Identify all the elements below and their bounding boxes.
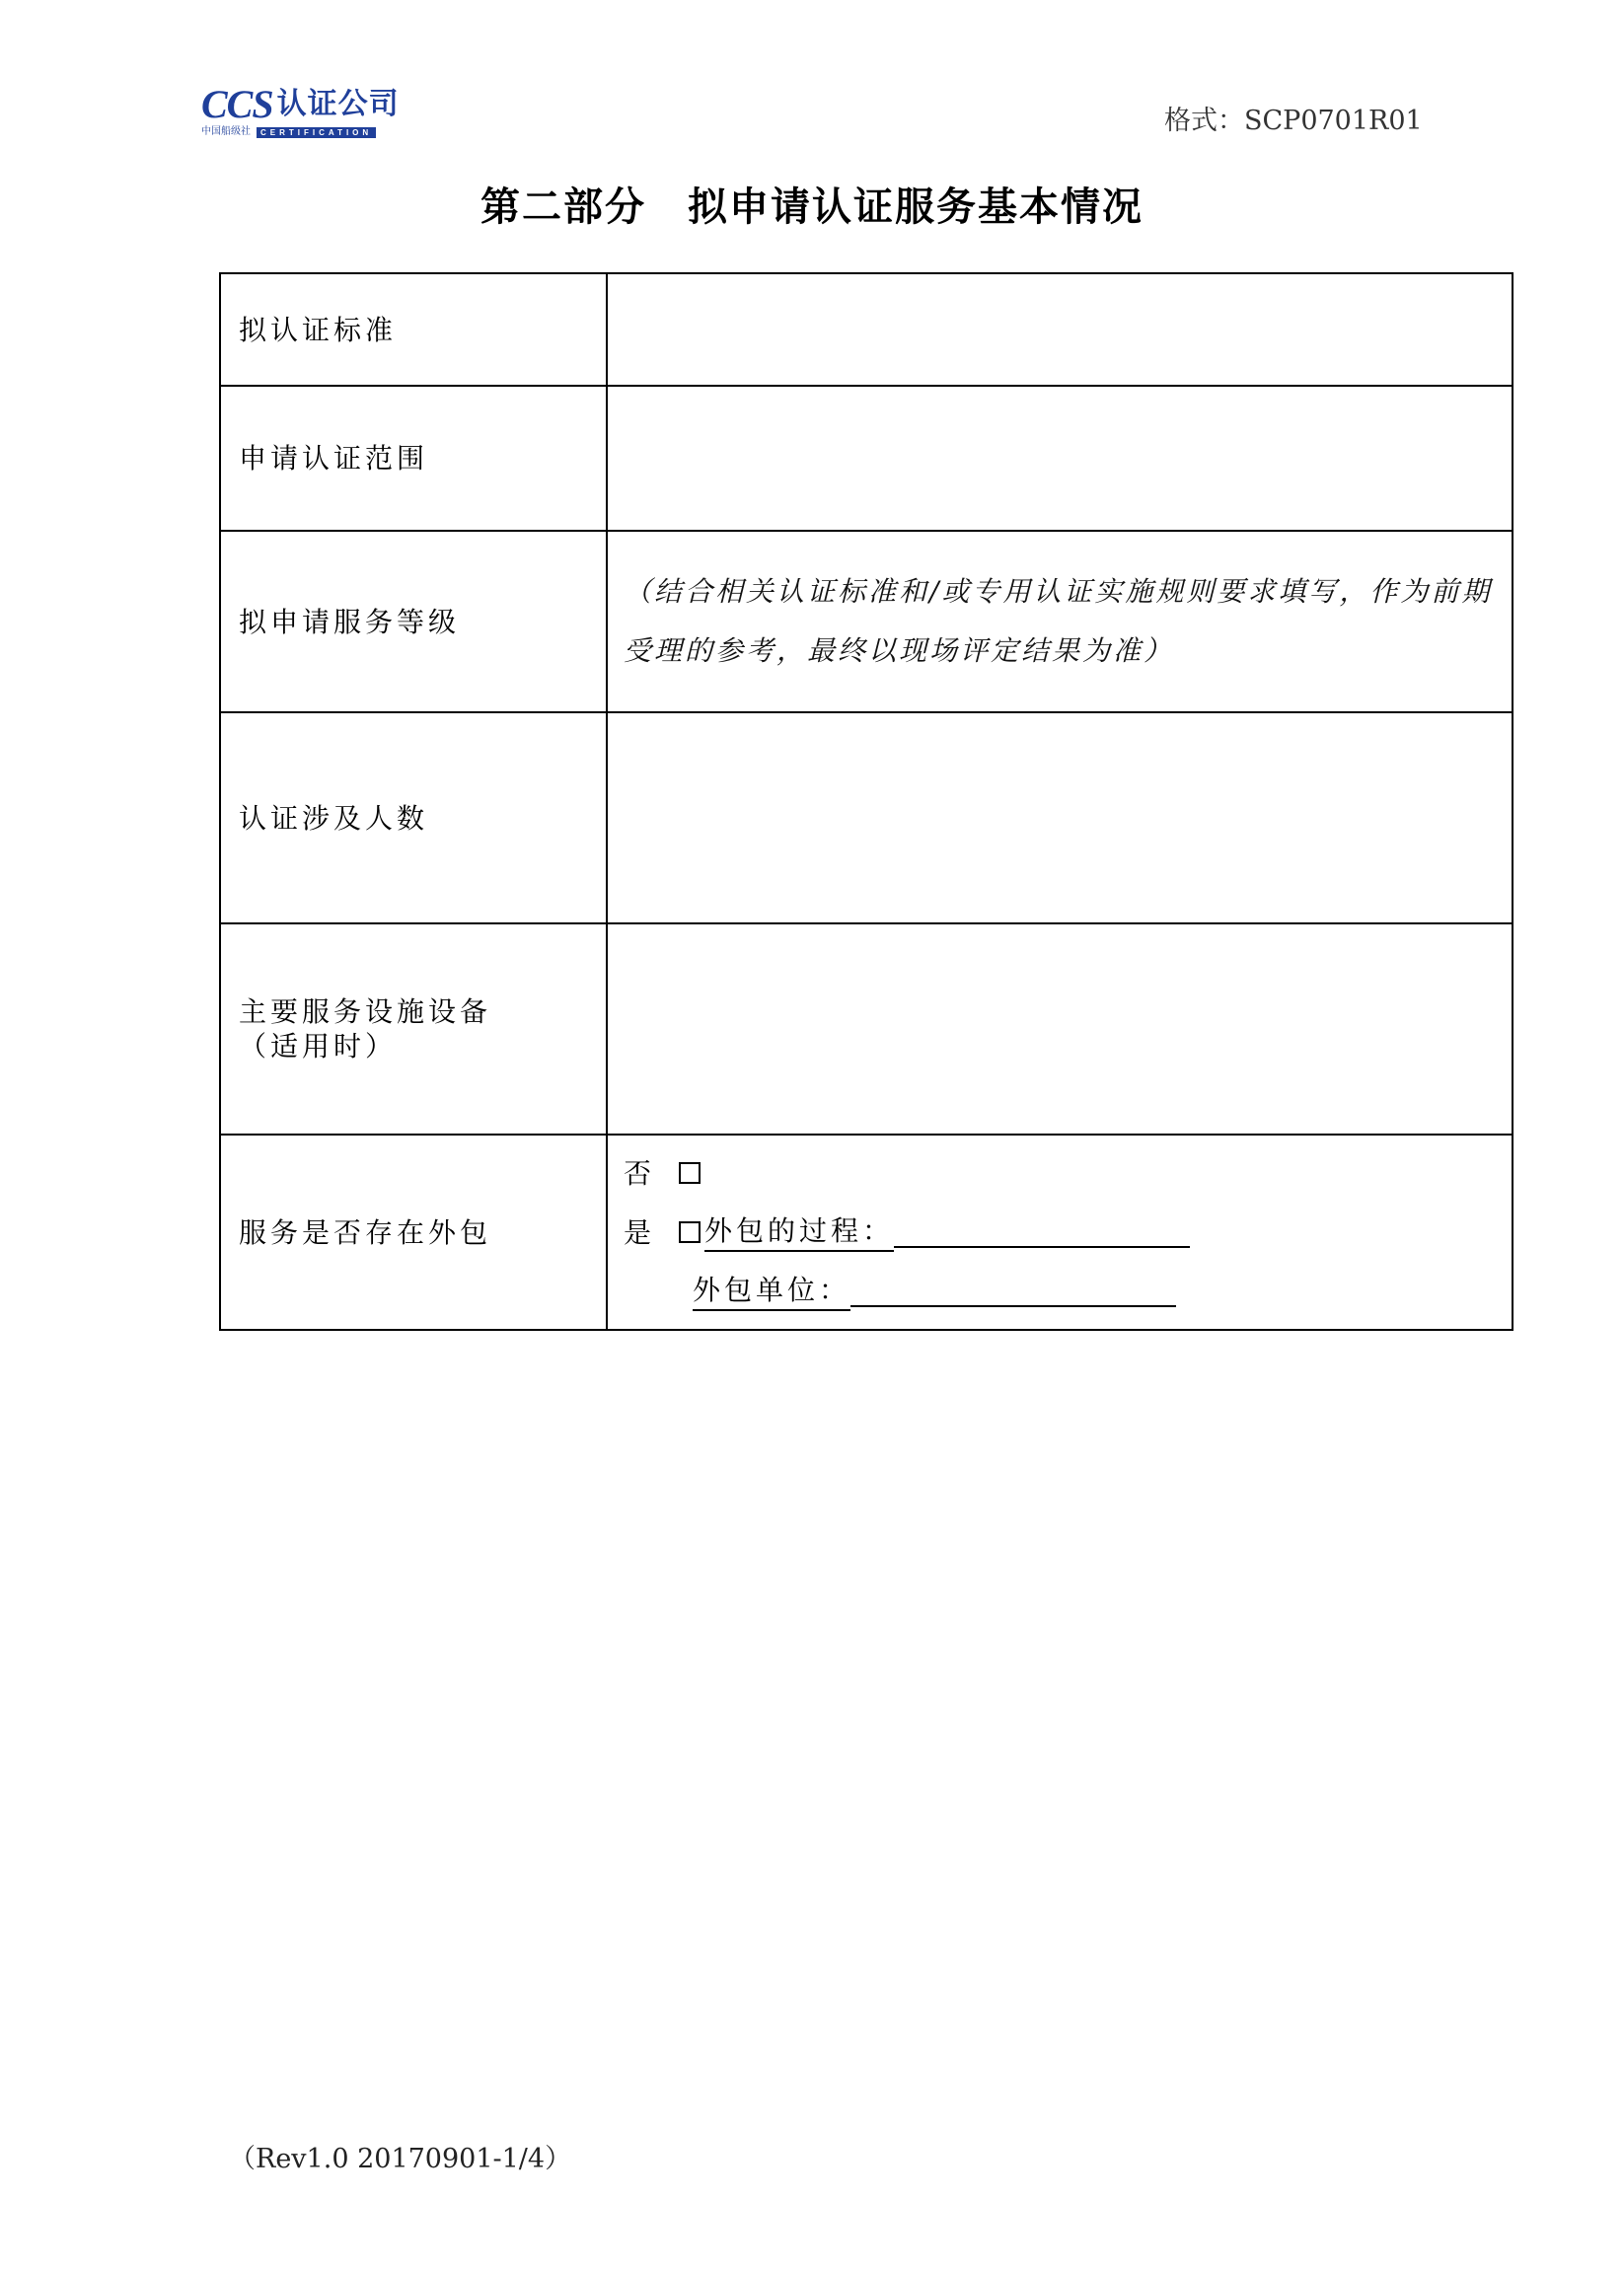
field-label: 拟认证标准 [220,273,607,386]
option-no-label: 否 [624,1156,656,1190]
outsourced-unit-field[interactable] [850,1276,1176,1307]
field-label [220,923,607,1135]
certification-scope-field[interactable] [607,386,1513,531]
table-row [220,273,1513,386]
service-level-hint: （结合相关认证标准和/或专用认证实施规则要求填写，作为前期受理的参考，最终以现场评定结果为准） [624,575,1493,667]
table-row [220,712,1513,923]
outsourced-unit-label: 外包单位： [693,1273,850,1311]
logo-name: 认证公司 [276,87,400,121]
service-level-field[interactable] [607,531,1513,712]
application-form-table [219,272,1513,1331]
field-label: 认证涉及人数 [220,712,607,923]
logo-subtitle-cn: 中国船级社 [201,126,251,137]
field-label: 服务是否存在外包 [220,1135,607,1330]
outsourced-process-field[interactable] [894,1216,1190,1248]
ccs-certification-logo [201,82,458,140]
field-label-line: 主要服务设施设备 [239,995,492,1028]
outsourced-process-label: 外包的过程： [704,1213,894,1252]
field-label: 拟申请服务等级 [220,531,607,712]
headcount-field[interactable] [607,712,1513,923]
option-yes-label: 是 [624,1215,656,1249]
logo-mark: CCS [201,82,273,126]
checkbox-yes[interactable] [679,1221,701,1243]
logo-subtitle-en: CERTIFICATION [257,127,376,138]
outsourcing-options [607,1135,1513,1330]
revision-footer: （Rev1.0 20170901-1/4） [229,2144,572,2174]
option-yes [624,1203,1506,1262]
page-title: 第二部分 拟申请认证服务基本情况 [480,184,1144,230]
service-facilities-field[interactable] [607,923,1513,1135]
option-no [624,1143,1506,1203]
table-row [220,386,1513,531]
checkbox-no[interactable] [679,1162,701,1184]
table-row [220,923,1513,1135]
format-code: 格式：SCP0701R01 [1164,106,1423,136]
field-label-line: （适用时） [239,1030,398,1063]
certification-standard-field[interactable] [607,273,1513,386]
table-row [220,1135,1513,1330]
field-label: 申请认证范围 [220,386,607,531]
option-unit [624,1262,1506,1321]
table-row [220,531,1513,712]
